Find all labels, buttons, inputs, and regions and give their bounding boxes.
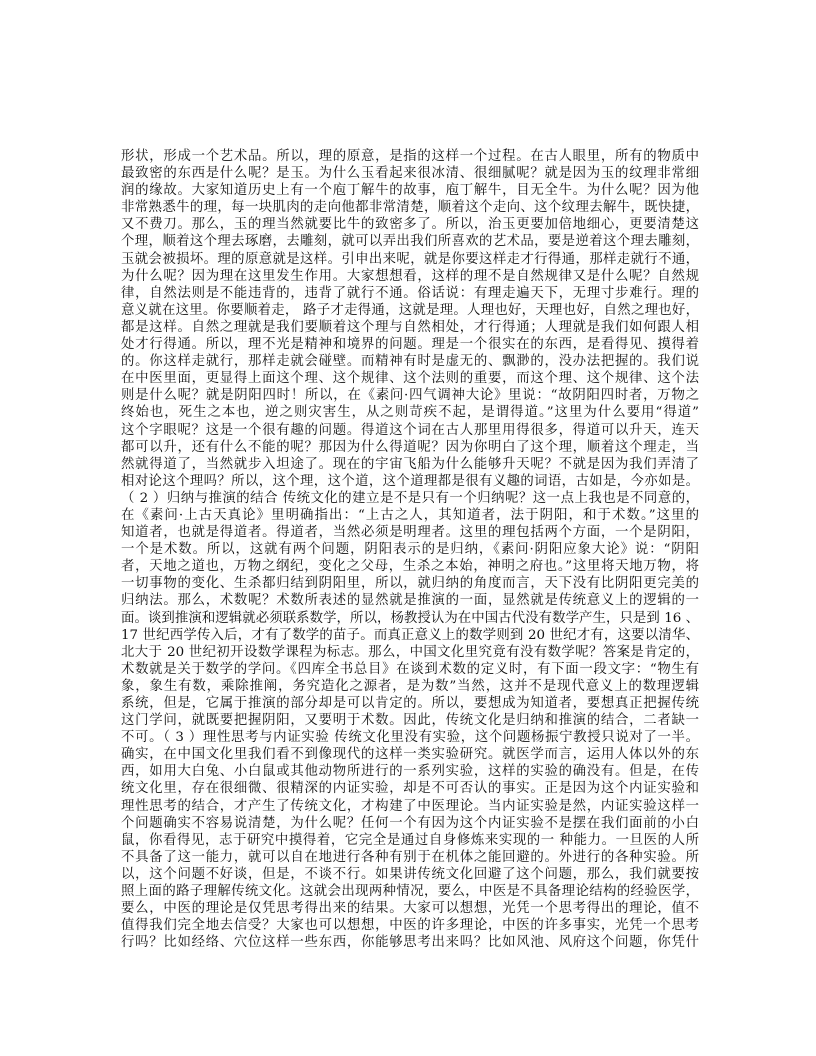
- text-line: （ 2 ）归纳与推演的结合 传统文化的建立是不是只有一个归纳呢？这一点上我也是不同意的，: [121, 490, 699, 506]
- text-line: 又不费刀。那么，玉的理当然就要比牛的致密多了。所以，治玉更要加倍地细心，更要清楚这: [121, 217, 699, 233]
- text-line: 都可以升，还有什么不能的呢？那因为什么得道呢？因为你明白了这个理，顺着这个理走，当: [121, 439, 699, 455]
- text-line: 律，自然法则是不能违背的，违背了就行不通。俗话说：有理走遍天下，无理寸步难行。理的: [121, 285, 699, 301]
- text-line: 知道者，也就是得道者。得道者，当然必须是明理者。这里的理包括两个方面，一个是阴阳，: [121, 525, 699, 541]
- text-line: 系统，但是，它属于推演的部分却是可以肯定的。所以，要想成为知道者，要想真正把握传统: [121, 696, 699, 711]
- text-line: 西，如用大白兔、小白鼠或其他动物所进行的一系列实验，这样的实验的确没有。但是，在传: [121, 764, 699, 780]
- text-line: 在中医里面，更显得上面这个理、这个规律、这个法则的重要，而这个理、这个规律、这个法: [121, 371, 699, 387]
- document-body: [121, 148, 699, 951]
- text-line: 值得我们完全地去信受？大家也可以想想，中医的许多理论，中医的许多事实，光凭一个思考: [121, 918, 699, 934]
- text-line: 17 世纪西学传入后，才有了数学的苗子。而真正意义上的数学则到 20 世纪才有，这要以清华、: [121, 627, 699, 643]
- text-line: 要么，中医的理论是仅凭思考得出来的结果。大家可以想想，光凭一个思考得出的理论，值不: [121, 901, 699, 917]
- text-line: 一个是术数。所以，这就有两个问题，阴阳表示的是归纳，《素问·阴阳应象大论》说：“阴阳: [121, 542, 699, 558]
- text-line: 鼠，你看得见，志于研究中摸得着，它完全是通过自身修炼来实现的一 种能力。一旦医的人所: [121, 832, 699, 848]
- text-line: 这门学问，就既要把握阴阳，又要明于术数。因此，传统文化是归纳和推演的结合，二者缺一: [121, 713, 699, 729]
- text-line: 意义就在这里。你要顺着走， 路子才走得通，这就是理。人理也好，天理也好，自然之理也好，: [121, 302, 699, 318]
- text-line: 照上面的路子理解传统文化。这就会出现两种情况，要么，中医是不具备理论结构的经验医学，: [121, 884, 699, 900]
- text-line: 行吗？比如经络、穴位这样一些东西，你能够思考出来吗？比如风池、风府这个问题，你凭什: [121, 935, 699, 951]
- text-line: 一切事物的变化、生杀都归结到阴阳里，所以，就归纳的角度而言，天下没有比阴阳更完美的: [121, 576, 699, 592]
- text-line: 北大于 20 世纪初开设数学课程为标志。那么，中国文化里究竟有没有数学呢？答案是肯定的，: [121, 644, 699, 660]
- text-line: 润的缘故。大家知道历史上有一个庖丁解牛的故事，庖丁解牛，目无全牛。为什么呢？因为他: [121, 183, 699, 199]
- text-line: 最致密的东西是什么呢？是玉。为什么玉看起来很冰清、很细腻呢？就是因为玉的纹理非常细: [121, 166, 699, 182]
- text-line: 者，天地之道也，万物之纲纪，变化之父母，生杀之本始，神明之府也。”这里将天地万物，将: [121, 559, 699, 575]
- text-line: 术数就是关于数学的学问。《四库全书总目》在谈到术数的定义时，有下面一段文字：“物生有: [121, 661, 699, 677]
- text-line: 这个字眼呢？这是一个很有趣的问题。得道这个词在古人那里用得很多，得道可以升天，连天: [121, 422, 699, 438]
- text-line: 象，象生有数，乘除推阐，务究造化之源者，是为数”当然，这并不是现代意义上的数理逻辑: [121, 678, 699, 694]
- text-line: 则是什么呢？就是阴阳四时！所以，在《素问·四气调神大论》里说：“故阴阳四时者，万物之: [121, 388, 699, 404]
- text-line: 归纳法。那么，术数呢？术数所表述的显然就是推演的一面，显然就是传统意义上的逻辑的一: [121, 593, 699, 609]
- text-line: 为什么呢？因为理在这里发生作用。大家想想看，这样的理不是自然规律又是什么呢？自然规: [121, 268, 699, 284]
- text-line: 个理，顺着这个理去琢磨，去雕刻，就可以弄出我们所喜欢的艺术品，要是逆着这个理去雕刻，: [121, 234, 699, 250]
- text-line: 面。谈到推演和逻辑就必须联系数学，所以，杨教授认为在中国古代没有数学产生，只是到 16 、: [121, 610, 699, 626]
- text-line: 都是这样。自然之理就是我们要顺着这个理与自然相处，才行得通；人理就是我们如何跟人相: [121, 319, 699, 335]
- text-line: 相对论这个理吗？所以，这个理，这个道，这个道理都是很有义趣的词语，古如是，今亦如是。: [121, 473, 699, 489]
- text-line: 理性思考的结合，才产生了传统文化，才构建了中医理论。当内证实验是然，内证实验这样一: [121, 798, 699, 814]
- text-line: 确实，在中国文化里我们看不到像现代的这样一类实验研究。就医学而言，运用人体以外的东: [121, 747, 699, 763]
- text-line: 以，这个问题不好谈，但是，不谈不行。如果讲传统文化回避了这个问题，那么，我们就要按: [121, 866, 699, 882]
- text-line: 非常熟悉牛的理，每一块肌肉的走向他都非常清楚，顺着这个走向、这个纹理去解牛，既快捷，: [121, 200, 699, 216]
- text-line: 不具备了这一能力，就可以自在地进行各种有别于在机体之能回避的。外进行的各种实验。所: [121, 849, 699, 865]
- text-line: 终始也，死生之本也，逆之则灾害生，从之则苛疾不起，是谓得道。”这里为什么要用“得道”: [121, 405, 699, 421]
- text-line: 处才行得通。所以，理不光是精神和境界的问题。理是一个很实在的东西，是看得见、摸得着: [121, 337, 699, 353]
- text-line: 个问题确实不容易说清楚，为什么呢？任何一个有因为这个内证实验不是摆在我们面前的小白: [121, 815, 699, 831]
- text-line: 统文化里，存在很细微、很精深的内证实验，却是不可否认的事实。正是因为这个内证实验和: [121, 781, 699, 797]
- text-line: 玉就会被损坏。理的原意就是这样。引申出来呢，就是你要这样走才行得通，那样走就行不通，: [121, 251, 699, 267]
- text-line: 不可。（ 3 ）理性思考与内证实验 传统文化里没有实验，这个问题杨振宁教授只说对了一半。: [121, 730, 699, 746]
- text-line: 在《素问·上古天真论》里明确指出：“上古之人，其知道者，法于阴阳，和于术数。”这里的: [121, 507, 699, 523]
- text-line: 形状，形成一个艺术品。所以，理的原意，是指的这样一个过程。在古人眼里，所有的物质中: [121, 149, 699, 164]
- text-line: 的。你这样走就行，那样走就会碰壁。而精神有时是虚无的、飘渺的，没办法把握的。我们说: [121, 354, 699, 370]
- text-line: 然就得道了，当然就步入坦途了。现在的宇宙飞船为什么能够升天呢？不就是因为我们弄清了: [121, 456, 699, 472]
